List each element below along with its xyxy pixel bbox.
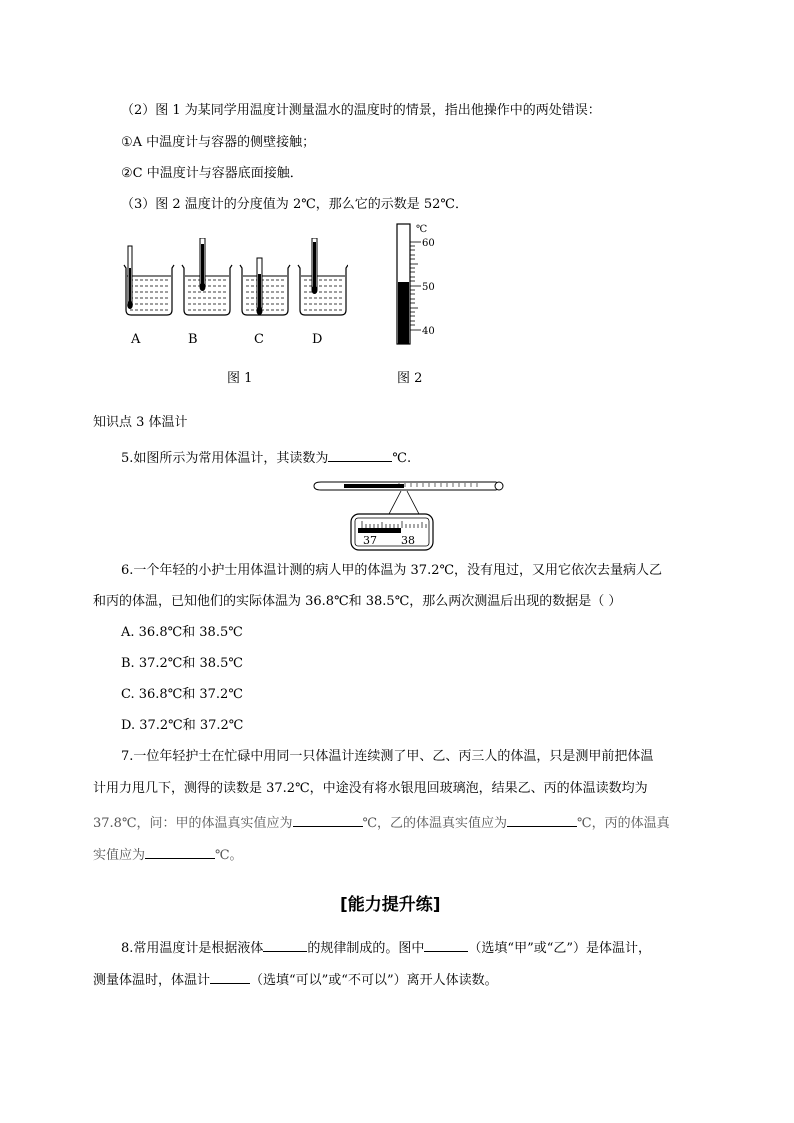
figure-1-caption: 图 1 bbox=[227, 371, 253, 386]
beaker-a bbox=[124, 246, 174, 315]
q5-prefix: 5.如图所示为常用体温计，其读数为 bbox=[121, 451, 329, 466]
q5-suffix: ℃. bbox=[392, 451, 412, 466]
fig2-tick-60: 60 bbox=[422, 238, 435, 249]
q5-text bbox=[121, 449, 411, 465]
q7-line-4 bbox=[93, 846, 243, 862]
q2-answer-b: ②C 中温度计与容器底面接触． bbox=[121, 166, 303, 181]
q7-line-3-b: ℃，乙的体温真实值应为 bbox=[362, 816, 508, 831]
q2-answer-a: ①A 中温度计与容器的侧壁接触； bbox=[121, 135, 316, 150]
figure-2-caption: 图 2 bbox=[397, 371, 423, 386]
q8-line-1-b: 的规律制成的。图中 bbox=[307, 941, 425, 956]
q6-option-b[interactable]: B. 37.2℃和 38.5℃ bbox=[121, 656, 243, 671]
q7-blank-bing[interactable] bbox=[145, 846, 215, 859]
q5-scale-37: 37 bbox=[363, 534, 377, 547]
q7-line-3-c: ℃，丙的体温真 bbox=[577, 816, 670, 831]
q7-blank-jia[interactable] bbox=[293, 814, 363, 827]
q8-blank-leave[interactable] bbox=[210, 971, 250, 984]
q7-line-2-text: 计用力甩几下，测得的读数是 37.2℃，中途没有将水银甩回玻璃泡，结果乙、丙的体温读数均为 bbox=[93, 781, 648, 796]
q7-blank-yi[interactable] bbox=[507, 814, 577, 827]
q6-line-1: 6.一个年轻的小护士用体温计测的病人甲的体温为 37.2℃，没有甩过，又用它依次去量病人乙 bbox=[121, 563, 663, 578]
beaker-label-c: C bbox=[254, 332, 264, 347]
beaker-label-b: B bbox=[188, 332, 198, 347]
q8-blank-principle[interactable] bbox=[263, 939, 307, 952]
beaker-label-a: A bbox=[131, 332, 141, 347]
q6-option-d[interactable]: D. 37.2℃和 37.2℃ bbox=[121, 718, 244, 733]
q8-blank-which[interactable] bbox=[424, 939, 468, 952]
q7-line-2 bbox=[93, 782, 648, 795]
q8-line-1-a: 8.常用温度计是根据液体 bbox=[121, 941, 264, 956]
q7-line-3 bbox=[93, 814, 670, 830]
q5-blank[interactable] bbox=[328, 449, 392, 462]
q8-line-2-b: （选填“可以”或“不可以”）离开人体读数。 bbox=[250, 973, 498, 988]
beaker-b bbox=[182, 238, 232, 315]
clinical-thermometer-figure bbox=[311, 476, 511, 552]
q6-option-c[interactable]: C. 36.8℃和 37.2℃ bbox=[121, 687, 243, 702]
q8-line-2-a: 测量体温时，体温计 bbox=[93, 973, 211, 988]
q8-line-1-c: （选填“甲”或“乙”）是体温计， bbox=[468, 941, 652, 956]
q5-scale-38: 38 bbox=[401, 534, 415, 547]
beaker-d bbox=[298, 238, 348, 315]
q3-line: （3）图 2 温度计的分度值为 2℃，那么它的示数是 52℃． bbox=[121, 197, 468, 212]
beaker-label-d: D bbox=[312, 332, 323, 347]
fig2-tick-50: 50 bbox=[422, 282, 435, 293]
q7-line-1: 7.一位年轻护士在忙碌中用同一只体温计连续测了甲、乙、丙三人的体温，只是测甲前把体温 bbox=[121, 749, 654, 764]
ability-section-title: [能力提升练] bbox=[340, 895, 441, 915]
figure-2-thermometer bbox=[388, 220, 448, 348]
q7-line-4-a: 实值应为 bbox=[93, 848, 146, 863]
q8-line-2 bbox=[93, 971, 498, 987]
q8-line-1 bbox=[121, 939, 651, 955]
figure-1-beakers bbox=[118, 238, 348, 328]
q7-line-3-a: 37.8℃，问：甲的体温真实值应为 bbox=[93, 816, 293, 831]
fig2-tick-40: 40 bbox=[422, 326, 435, 337]
q7-line-4-b: ℃。 bbox=[215, 848, 243, 863]
section-3-title: 知识点 3 体温计 bbox=[93, 415, 188, 430]
fig2-unit: ℃ bbox=[416, 224, 428, 235]
q6-option-a[interactable]: A. 36.8℃和 38.5℃ bbox=[121, 625, 243, 640]
beaker-c bbox=[240, 258, 290, 315]
q6-line-2: 和丙的体温，已知他们的实际体温为 36.8℃和 38.5℃，那么两次测温后出现的数据是（ ） bbox=[93, 594, 622, 609]
q2-line: （2）图 1 为某同学用温度计测量温水的温度时的情景，指出他操作中的两处错误： bbox=[121, 103, 601, 118]
